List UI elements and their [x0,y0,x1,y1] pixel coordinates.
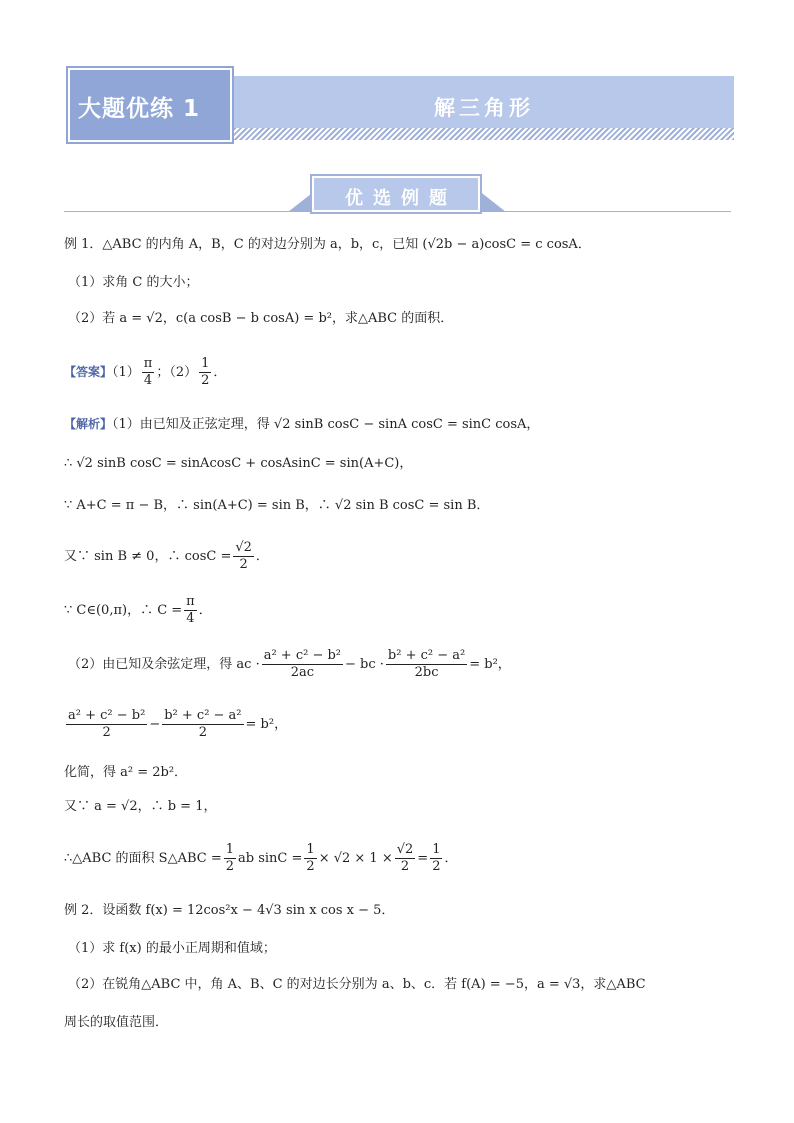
page-title: 解三角形 [434,96,534,120]
answer-tag: 【答案】 [64,365,113,379]
solution-line-7: $\frac{\text{a² + c² − b²}}{2}$ − $\frac{\text{b² + c² − a²}}{2}$ = b²， [68,708,288,740]
example2-stem: 例 2．设函数 f(x) = 12cos²x − 4√3 sin x cos x − 5． [64,903,395,918]
angle-C-fraction: $\frac{\pi}{4}$ [186,594,195,626]
solution-line-10: ∴△ABC 的面积 S△ABC = $\frac{1}{2}$ ab sinC = $\frac{1}{2}$ × √2 × 1 × $\frac{√2}{2}$ = $\frac{1}{2}$ ． [64,842,458,874]
solution-line-8: 化简，得 a² = 2b²． [64,765,188,780]
section-tab-label: 优选例题 [345,188,457,209]
solution-line-6: （2）由已知及余弦定理，得 ac · $\frac{\text{a² + c² − b²}}{2ac}$ − bc · $\frac{\text{b² + c² − a²}}{2bc}$ = b²， [68,648,511,680]
answer-fraction-1: $\frac{\pi}{4}$ [143,356,153,388]
solution-line-1: 【解析】（1）由已知及正弦定理，得 √2 sinB cosC − sinA cosC = sinC cosA， [64,417,540,432]
example1-stem: 例 1．△ABC 的内角 A，B，C 的对边分别为 a，b，c，已知 (√2b − a)cosC = c cosA． [64,237,591,252]
solution-line-3: ∵ A+C = π − B，∴ sin(A+C) = sin B，∴ √2 sin B cosC = sin B． [64,498,490,513]
header-banner-stripe [234,128,734,140]
solution-line-4: 又∵ sin B ≠ 0，∴ cosC = $\frac{√2}{2}$ ． [64,540,269,572]
section-tab [312,176,480,212]
example2-q1: （1）求 f(x) 的最小正周期和值域； [68,941,276,956]
header-badge-label: 大题优练 1 [78,96,201,122]
solution-line-5: ∵ C∈(0,π)，∴ C = $\frac{\pi}{4}$ ． [64,594,212,626]
example2-q2-continued: 周长的取值范围． [64,1015,169,1030]
analysis-tag: 【解析】 [64,417,113,431]
example1-q2: （2）若 a = √2，c(a cosB − b cosA) = b²，求△ABC 的面积． [68,311,454,326]
example1-answer: 【答案】（1） $\frac{\pi}{4}$ ；（2） $\frac{1}{2}$ ． [64,356,227,388]
example1-q1: （1）求角 C 的大小； [68,275,199,290]
example2-q2: （2）在锐角△ABC 中，角 A、B、C 的对边长分别为 a、b、c．若 f(A) = −5，a = √3，求△ABC [68,977,646,992]
solution-line-2: ∴ √2 sinB cosC = sinAcosC + cosAsinC = sin(A+C)， [64,456,413,471]
answer-fraction-2: $\frac{1}{2}$ [201,356,210,388]
cosC-fraction: $\frac{√2}{2}$ [235,540,252,572]
solution-line-9: 又∵ a = √2，∴ b = 1， [64,799,217,814]
header-badge [68,68,232,142]
section-tab-wing-right [478,190,506,212]
